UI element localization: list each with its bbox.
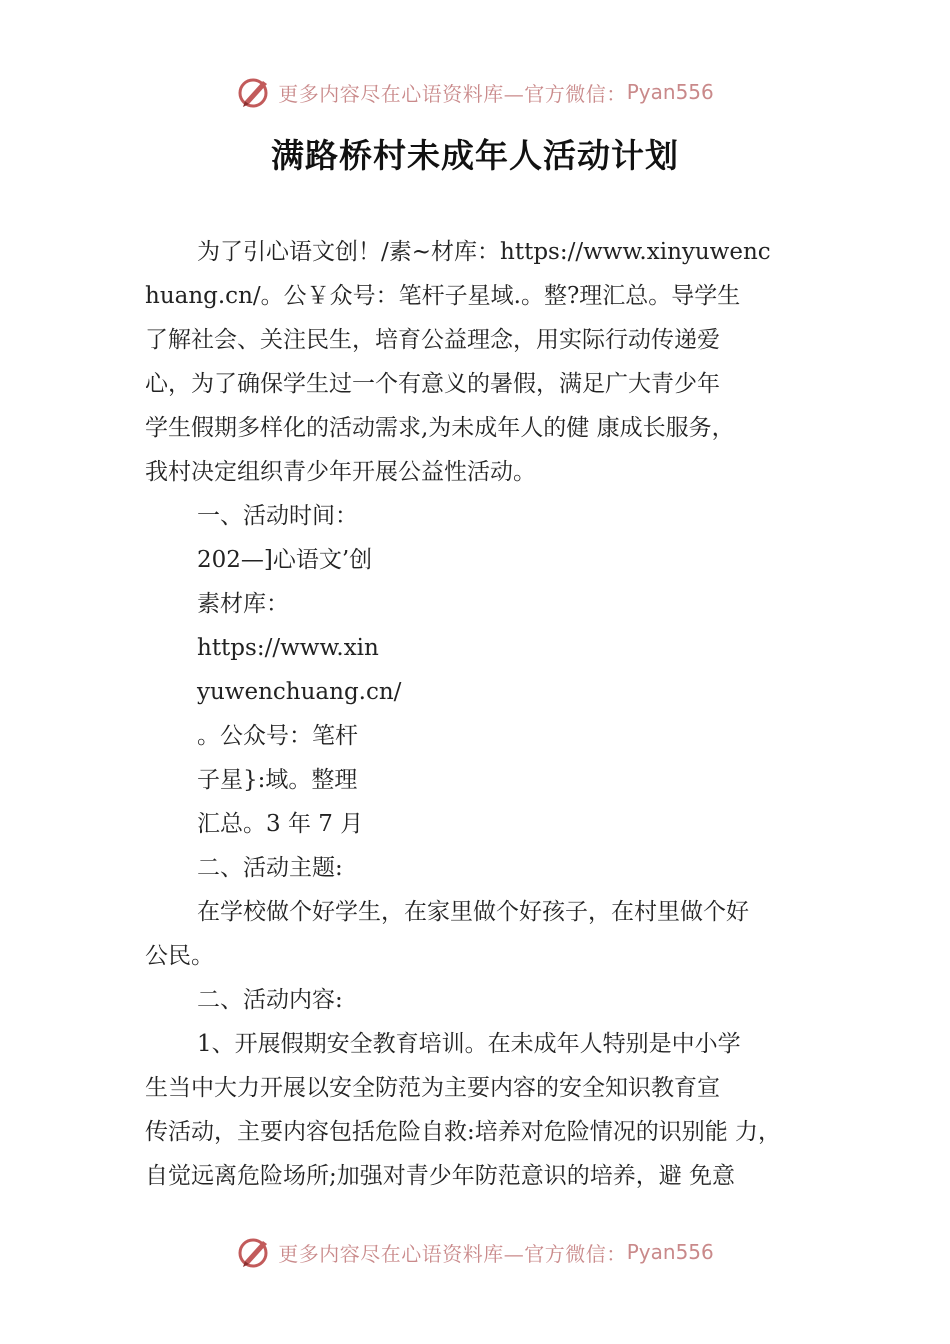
pen-logo-icon: [236, 1234, 272, 1270]
section-heading: 二、活动内容:: [197, 987, 343, 1013]
banner-wechat-id: Pyan556: [626, 1240, 714, 1264]
body-line: 自觉远离危险场所;加强对青少年防范意识的培养，避 免意: [145, 1163, 736, 1189]
body-line: 传活动，主要内容包括危险自救:培养对危险情况的识别能 力，: [145, 1119, 782, 1145]
body-line: 汇总。3 年 7 月: [197, 811, 364, 837]
pen-logo-icon: [236, 74, 272, 110]
banner-text: 更多内容尽在心语资料库—官方微信：: [278, 1241, 627, 1266]
body-line: 为了引心语文创！/素~材库：https://www.xinyuwenc: [197, 239, 771, 265]
banner-wechat-id: Pyan556: [626, 80, 714, 104]
body-line: 公民。: [145, 943, 214, 969]
body-line: 生当中大力开展以安全防范为主要内容的安全知识教育宣: [145, 1075, 720, 1101]
body-line: 心，为了确保学生过一个有意义的暑假，满足广大青少年: [145, 371, 720, 397]
body-line: https://www.xin: [197, 635, 379, 661]
body-line: 学生假期多样化的活动需求,为未成年人的健 康成长服务，: [145, 415, 735, 441]
body-line: 在学校做个好学生，在家里做个好孩子，在村里做个好: [197, 899, 749, 925]
body-line: 素材库：: [197, 591, 289, 617]
footer-banner: [0, 1232, 950, 1272]
body-line: 了解社会、关注民生，培育公益理念，用实际行动传递爱: [145, 327, 720, 353]
body-line: 。公众号：笔杆: [197, 723, 358, 749]
body-line: yuwenchuang.cn/: [197, 679, 402, 705]
body-line: huang.cn/。公￥众号：笔杆子星域.。整?理汇总。导学生: [145, 283, 741, 309]
document-title: 满路桥村未成年人活动计划: [271, 136, 679, 175]
section-heading: 二、活动主题:: [197, 855, 343, 881]
body-line: 子星}:域。整理: [197, 767, 358, 793]
body-line: 202—]心语文’创: [197, 547, 373, 573]
body-line: 1、开展假期安全教育培训。在未成年人特别是中小学: [197, 1031, 741, 1057]
body-line: 我村决定组织青少年开展公益性活动。: [145, 459, 536, 485]
section-heading: 一、活动时间：: [197, 503, 358, 529]
banner-text: 更多内容尽在心语资料库—官方微信：: [278, 81, 627, 106]
document-body: [145, 230, 810, 1198]
header-banner: [0, 72, 950, 112]
